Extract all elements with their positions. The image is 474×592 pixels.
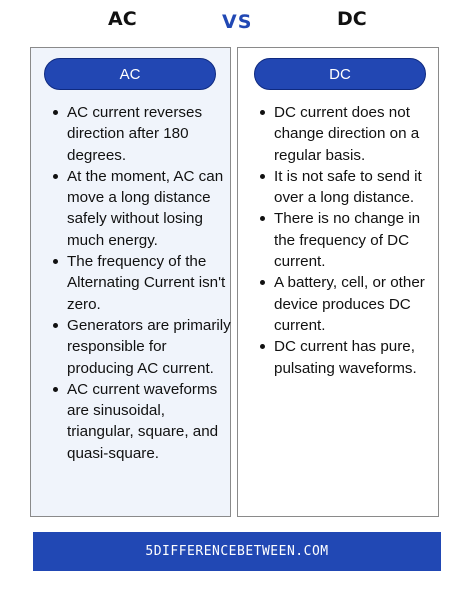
bullet-icon [53,323,58,328]
dc-points-list [274,102,440,379]
dc-heading: DC [337,8,367,30]
ac-points-list [67,102,232,464]
list-item-text: There is no change in the frequency of DC current. [274,210,421,271]
list-item [67,379,232,464]
footer-banner [33,532,441,571]
list-item-text: At the moment, AC can move a long distance safely without losing much energy. [67,167,224,249]
ac-column [30,47,231,517]
ac-heading: AC [108,8,137,30]
dc-column [237,47,439,517]
list-item [274,208,440,272]
list-item [67,315,232,379]
bullet-icon [260,216,265,221]
list-item-text: AC current waveforms are sinusoidal, triangular, square, and quasi-square. [67,380,219,462]
ac-label-pill: AC [44,58,216,90]
vs-label: VS [222,11,253,33]
bullet-icon [260,280,265,285]
bullet-icon [260,174,265,179]
bullet-icon [53,259,58,264]
list-item-text: A battery, cell, or other device produces DC current. [274,274,425,334]
list-item-text: AC current reverses direction after 180 degrees. [67,104,203,164]
list-item-text: DC current has pure, pulsating waveforms. [274,338,417,377]
bullet-icon [260,110,265,115]
bullet-icon [53,174,58,179]
list-item [274,336,440,379]
list-item-text: DC current does not change direction on a regular basis. [274,104,420,164]
list-item [274,272,440,336]
bullet-icon [53,110,58,115]
list-item [67,166,232,251]
list-item [274,166,440,209]
dc-label-pill: DC [254,58,426,90]
bullet-icon [260,344,265,349]
list-item [274,102,440,166]
list-item-text: It is not safe to send it over a long distance. [274,167,422,207]
bullet-icon [53,387,58,392]
footer-site-name: 5DIFFERENCEBETWEEN.COM [145,544,329,559]
list-item-text: Generators are primarily responsible for producing AC current. [67,316,231,377]
list-item [67,251,232,315]
list-item [67,102,232,166]
list-item-text: The frequency of the Alternating Current isn't zero. [67,253,226,313]
